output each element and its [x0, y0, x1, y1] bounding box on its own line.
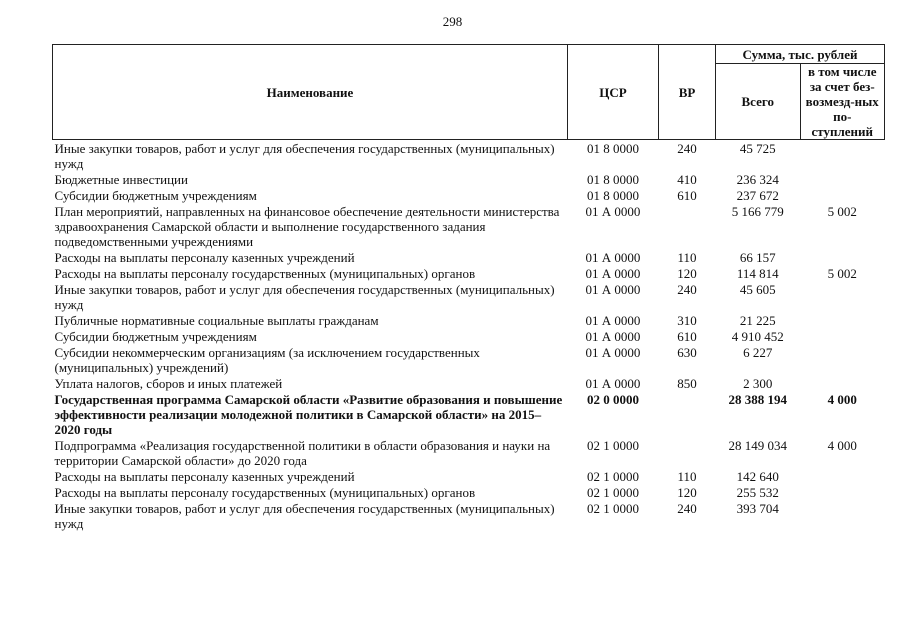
- row-total: 255 532: [736, 485, 779, 500]
- table-row: [53, 392, 885, 438]
- row-name: Расходы на выплаты персоналу казенных учреждений: [54, 469, 355, 484]
- page-number: 298: [442, 14, 463, 29]
- table-row: [53, 250, 885, 266]
- row-csr: 01 8 0000: [587, 172, 639, 187]
- row-gratuitous: [800, 140, 885, 173]
- row-gratuitous: 5 002: [827, 266, 857, 281]
- row-total: 5 166 779: [731, 204, 784, 219]
- row-name: Субсидии бюджетным учреждениям: [54, 188, 257, 203]
- row-gratuitous: [800, 345, 885, 376]
- row-name: Расходы на выплаты персоналу государственных (муниципальных) органов: [54, 266, 476, 281]
- row-total: 236 324: [736, 172, 779, 187]
- row-name: Субсидии некоммерческим организациям (за исключением государственных (муниципальных) учреждений): [54, 345, 480, 375]
- row-gratuitous: [800, 172, 885, 188]
- row-vr: 610: [677, 188, 697, 203]
- row-csr: 02 1 0000: [587, 501, 639, 516]
- table-row: [53, 188, 885, 204]
- row-total: 4 910 452: [731, 329, 784, 344]
- row-vr: 630: [677, 345, 697, 360]
- row-total: 114 814: [736, 266, 779, 281]
- row-csr: 01 А 0000: [585, 329, 641, 344]
- row-csr: 01 8 0000: [587, 188, 639, 203]
- table-row: [53, 485, 885, 501]
- row-gratuitous: [800, 329, 885, 345]
- table-row: [53, 376, 885, 392]
- row-gratuitous: [800, 469, 885, 485]
- row-csr: 02 1 0000: [587, 438, 639, 453]
- row-total: 28 388 194: [728, 392, 787, 407]
- table-row: [53, 501, 885, 532]
- row-gratuitous: [800, 282, 885, 313]
- table-row: [53, 172, 885, 188]
- table-row: [53, 204, 885, 250]
- row-csr: 01 А 0000: [585, 345, 641, 360]
- row-vr: 240: [677, 282, 697, 297]
- row-vr: 120: [677, 266, 697, 281]
- row-name: Бюджетные инвестиции: [54, 172, 188, 187]
- row-total: 66 157: [739, 250, 776, 265]
- row-vr: 110: [677, 469, 697, 484]
- table-row: [53, 282, 885, 313]
- row-vr: [659, 392, 716, 438]
- row-vr: 610: [677, 329, 697, 344]
- table-header: [53, 45, 885, 140]
- row-vr: 110: [677, 250, 697, 265]
- row-gratuitous: [800, 501, 885, 532]
- header-gratuitous: в том числе за счет без-возмезд-ных по-ступлений: [800, 64, 885, 140]
- row-gratuitous: [800, 313, 885, 329]
- row-total: 237 672: [736, 188, 779, 203]
- row-total: 21 225: [739, 313, 776, 328]
- row-vr: 410: [677, 172, 697, 187]
- table-row: [53, 140, 885, 173]
- row-name: Иные закупки товаров, работ и услуг для обеспечения государственных (муниципальных) нужд: [54, 282, 555, 312]
- row-name: Расходы на выплаты персоналу государственных (муниципальных) органов: [54, 485, 476, 500]
- row-name: Субсидии бюджетным учреждениям: [54, 329, 257, 344]
- table-row: [53, 469, 885, 485]
- row-vr: 240: [677, 501, 697, 516]
- row-vr: 120: [677, 485, 697, 500]
- row-csr: 02 1 0000: [587, 485, 639, 500]
- row-csr: 01 А 0000: [585, 204, 641, 219]
- row-total: 6 227: [743, 345, 773, 360]
- row-total: 45 605: [739, 282, 776, 297]
- table-body: [53, 140, 885, 533]
- row-gratuitous: 4 000: [827, 438, 857, 453]
- header-name: Наименование: [53, 45, 568, 140]
- row-vr: [659, 438, 716, 469]
- row-gratuitous: [800, 376, 885, 392]
- row-name: Подпрограмма «Реализация государственной политики в области образования и науки на территории Самарской области» до 2020 года: [54, 438, 551, 468]
- header-vr: ВР: [659, 45, 716, 140]
- row-csr: 01 А 0000: [585, 376, 641, 391]
- row-vr: 240: [677, 141, 697, 156]
- row-csr: 02 0 0000: [587, 392, 639, 407]
- row-name: Иные закупки товаров, работ и услуг для обеспечения государственных (муниципальных) нужд: [54, 501, 555, 531]
- header-total: Всего: [716, 64, 801, 140]
- row-csr: 01 А 0000: [585, 250, 641, 265]
- row-total: 2 300: [743, 376, 773, 391]
- row-name: Иные закупки товаров, работ и услуг для обеспечения государственных (муниципальных) нужд: [54, 141, 555, 171]
- row-vr: 310: [677, 313, 697, 328]
- row-csr: 01 А 0000: [585, 266, 641, 281]
- row-csr: 01 А 0000: [585, 313, 641, 328]
- row-name: Уплата налогов, сборов и иных платежей: [54, 376, 283, 391]
- row-gratuitous: 5 002: [827, 204, 857, 219]
- row-total: 393 704: [736, 501, 779, 516]
- table-row: [53, 313, 885, 329]
- row-name: Государственная программа Самарской области «Развитие образования и повышение эффективности реализации молодежной политики в Самарской области» на 2015–2020 годы: [54, 392, 563, 437]
- table-row: [53, 266, 885, 282]
- row-total: 45 725: [739, 141, 776, 156]
- row-gratuitous: [800, 250, 885, 266]
- row-gratuitous: [800, 485, 885, 501]
- row-csr: 01 8 0000: [587, 141, 639, 156]
- header-sum-group: Сумма, тыс. рублей: [716, 45, 885, 64]
- budget-table: [52, 44, 885, 532]
- table-row: [53, 329, 885, 345]
- row-name: План мероприятий, направленных на финансовое обеспечение деятельности министерства здравоохранения Самарской области и выполнение государственного задания подведомственными учреждениями: [54, 204, 560, 249]
- row-total: 28 149 034: [728, 438, 787, 453]
- table-row: [53, 345, 885, 376]
- row-total: 142 640: [736, 469, 779, 484]
- row-vr: 850: [677, 376, 697, 391]
- row-gratuitous: 4 000: [827, 392, 857, 407]
- table-row: [53, 438, 885, 469]
- row-name: Расходы на выплаты персоналу казенных учреждений: [54, 250, 355, 265]
- row-csr: 01 А 0000: [585, 282, 641, 297]
- row-gratuitous: [800, 188, 885, 204]
- header-csr: ЦСР: [568, 45, 659, 140]
- row-csr: 02 1 0000: [587, 469, 639, 484]
- row-name: Публичные нормативные социальные выплаты гражданам: [54, 313, 379, 328]
- row-vr: [659, 204, 716, 250]
